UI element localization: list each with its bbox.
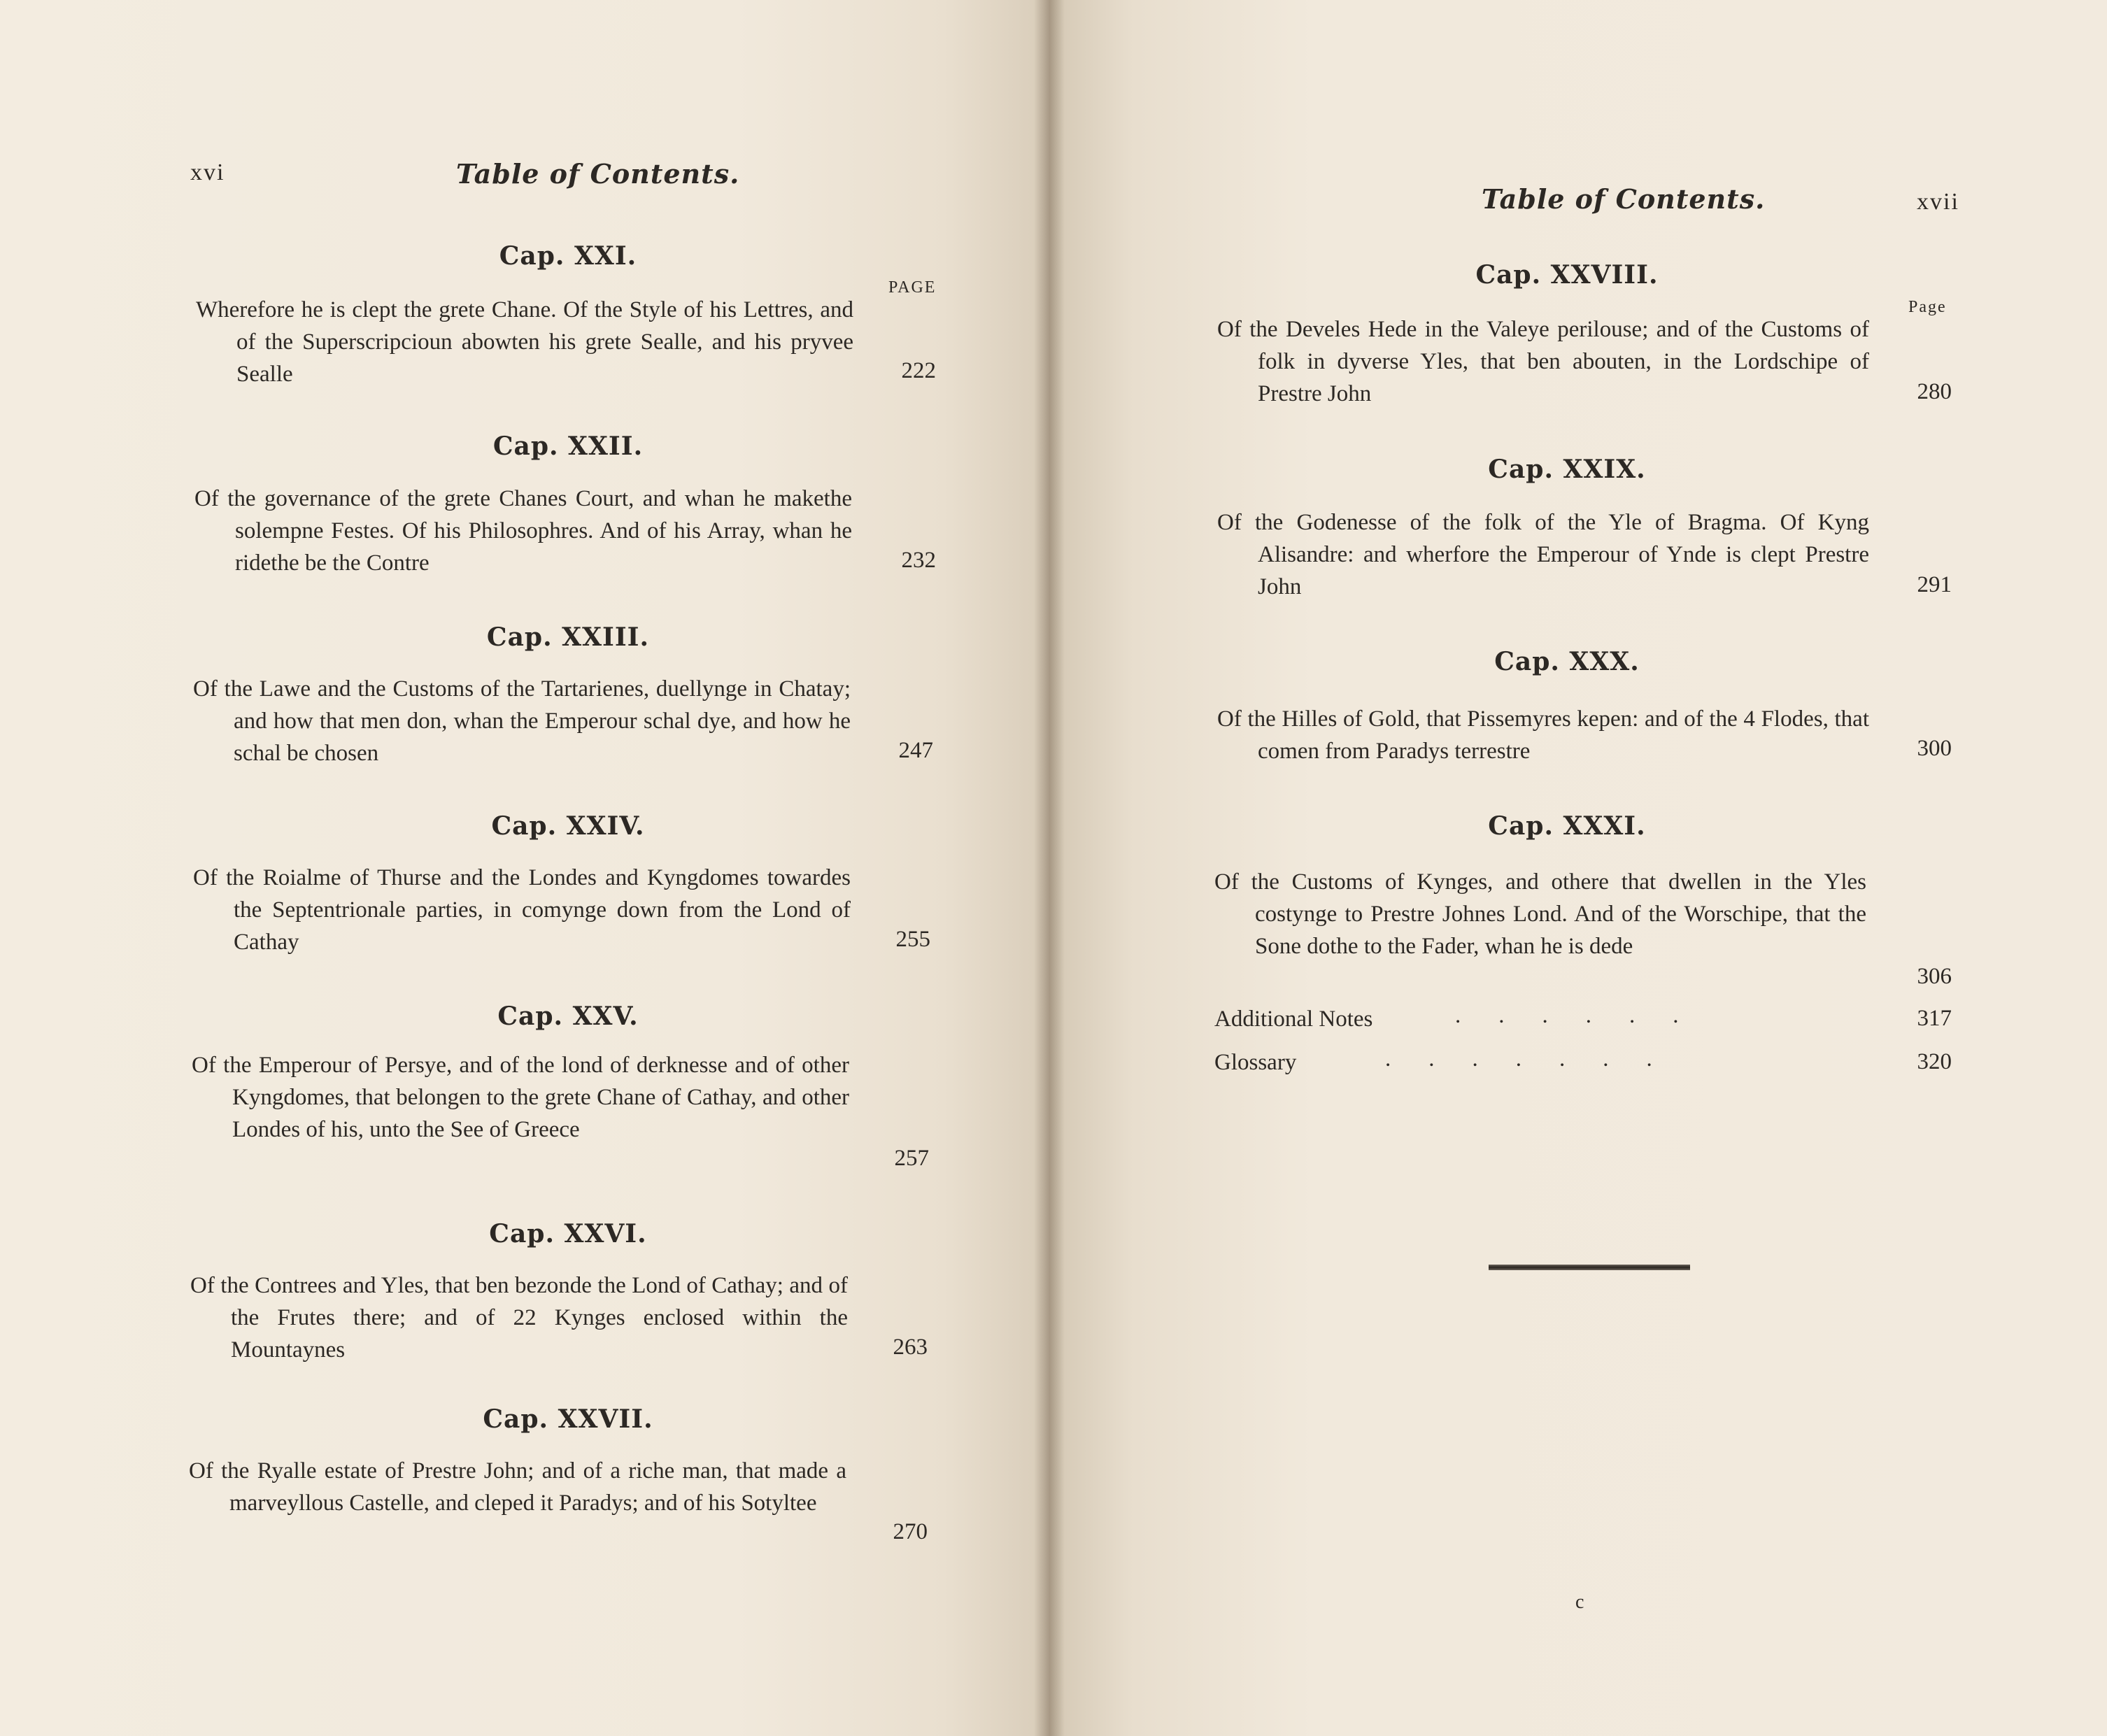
- signature-mark: c: [1575, 1591, 1584, 1613]
- toc-page-number: 317: [1917, 1006, 1952, 1031]
- toc-entry-text: Of the Customs of Kynges, and othere that dwellen in the Yles costynge to Prestre Johnes Lond. And of the Worschipe, that the Sone dothe to the Fader, whan he is dede: [1214, 869, 1866, 959]
- right-folio: xvii: [1917, 189, 1959, 215]
- toc-page-number: 257: [894, 1146, 929, 1171]
- toc-page-number: 255: [895, 927, 930, 952]
- chapter-heading: Cap. XXX.: [1494, 647, 1640, 676]
- left-page: [0, 0, 1049, 1736]
- left-page-label: PAGE: [888, 278, 937, 297]
- toc-page-number: 222: [901, 358, 936, 383]
- toc-entry-text: Of the Contrees and Yles, that ben bezonde the Lond of Cathay; and of the Frutes there; and of 22 Kynges enclosed within the Mountaynes: [190, 1273, 848, 1363]
- toc-page-number: 247: [898, 738, 933, 763]
- toc-page-number: 270: [893, 1519, 928, 1544]
- chapter-heading: Cap. XXVI.: [489, 1219, 647, 1248]
- back-matter-item: Glossary: [1214, 1050, 1297, 1075]
- chapter-heading: Cap. XXVIII.: [1475, 260, 1659, 290]
- toc-page-number: 280: [1917, 379, 1952, 404]
- right-running-title: Table of Contents.: [1482, 183, 1766, 215]
- toc-page-number: 232: [901, 548, 936, 573]
- leader-dots: .......: [1385, 1046, 1690, 1072]
- chapter-heading: Cap. XXVII.: [483, 1404, 653, 1434]
- toc-page-number: 300: [1917, 736, 1952, 761]
- chapter-heading: Cap. XXIII.: [486, 622, 650, 652]
- toc-page-number: 291: [1917, 572, 1952, 597]
- leader-dots: ......: [1455, 1003, 1717, 1028]
- chapter-heading: Cap. XXIX.: [1488, 455, 1646, 484]
- chapter-heading: Cap. XXV.: [497, 1002, 639, 1031]
- end-rule: [1489, 1265, 1690, 1270]
- toc-entry-text: Of the governance of the grete Chanes Court, and whan he makethe solempne Festes. Of his Philosophres. And of his Array, whan he ridethe be the Contre: [194, 486, 852, 576]
- toc-entry-text: Of the Lawe and the Customs of the Tartarienes, duellynge in Chatay; and how that men don, whan the Emperour schal dye, and how he schal be chosen: [193, 676, 851, 766]
- chapter-heading: Cap. XXIV.: [491, 811, 645, 841]
- toc-entry-text: Of the Ryalle estate of Prestre John; and of a riche man, that made a marveyllous Castelle, and cleped it Paradys; and of his Sotyltee: [189, 1458, 846, 1516]
- left-running-title: Table of Contents.: [456, 158, 740, 190]
- toc-entry-text: Of the Godenesse of the folk of the Yle of Bragma. Of Kyng Alisandre: and wherfore the Emperour of Ynde is clept Prestre John: [1217, 510, 1869, 599]
- chapter-heading: Cap. XXI.: [499, 241, 637, 271]
- toc-entry-text: Wherefore he is clept the grete Chane. Of the Style of his Lettres, and of the Superscripcioun abowten his grete Sealle, and his pryvee Sealle: [196, 297, 853, 387]
- toc-page-number: 263: [893, 1335, 928, 1360]
- toc-page-number: 320: [1917, 1049, 1952, 1074]
- left-folio: xvi: [190, 159, 225, 185]
- toc-entry-text: Of the Develes Hede in the Valeye perilouse; and of the Customs of folk in dyverse Yles, that ben abouten, in the Lordschipe of Prestre John: [1217, 317, 1869, 406]
- back-matter-item: Additional Notes: [1214, 1006, 1373, 1032]
- toc-entry-text: Of the Emperour of Persye, and of the lond of derknesse and of other Kyngdomes, that belongen to the grete Chane of Cathay, and other Londes of his, unto the See of Greece: [192, 1053, 849, 1142]
- toc-page-number: 306: [1917, 964, 1952, 989]
- right-page: [1049, 0, 2107, 1736]
- toc-entry-text: Of the Roialme of Thurse and the Londes and Kyngdomes towardes the Septentrionale parties, in comynge down from the Lond of Cathay: [193, 865, 851, 955]
- right-page-label: Page: [1908, 298, 1947, 316]
- book-gutter: [1034, 0, 1065, 1736]
- chapter-heading: Cap. XXXI.: [1488, 811, 1646, 841]
- chapter-heading: Cap. XXII.: [492, 432, 644, 461]
- toc-entry-text: Of the Hilles of Gold, that Pissemyres kepen: and of the 4 Flodes, that comen from Paradys terrestre: [1217, 706, 1869, 764]
